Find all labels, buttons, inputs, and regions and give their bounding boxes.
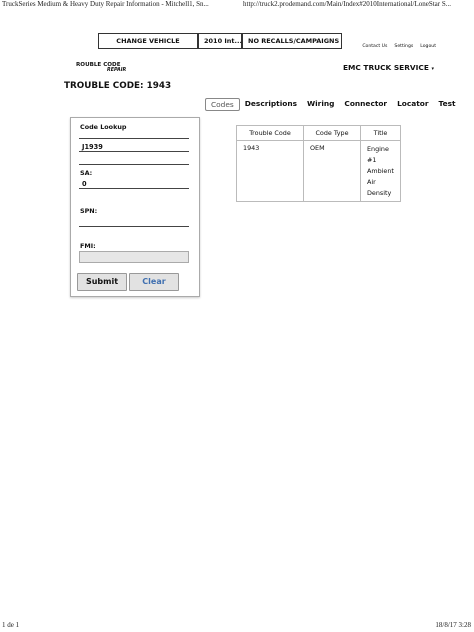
logo-line1: ROUBLE CODE xyxy=(76,62,121,68)
contact-us-link[interactable]: Contact Us xyxy=(362,44,388,49)
code-type-field[interactable]: J1939 xyxy=(79,142,189,152)
page-title: TROUBLE CODE: 1943 xyxy=(64,81,172,91)
tab-wiring[interactable]: Wiring xyxy=(306,99,335,108)
selected-vehicle[interactable]: 2010 Int... xyxy=(198,33,242,49)
tab-locator[interactable]: Locator xyxy=(397,99,429,108)
divider xyxy=(79,164,189,165)
fmi-label: FMI: xyxy=(80,242,96,250)
vehicle-bar xyxy=(98,33,342,49)
tab-bar xyxy=(205,98,461,111)
clear-button[interactable]: Clear xyxy=(129,273,179,291)
sa-label: SA: xyxy=(80,169,93,177)
print-header-url: http://truck2.prodemand.com/Main/Index#2010International/LoneStar S... xyxy=(243,0,452,8)
column-header-code: Trouble Code xyxy=(237,126,304,141)
fmi-field[interactable] xyxy=(79,251,189,263)
print-footer-date: 18/8/17 3:28 xyxy=(435,621,471,629)
cell-code: 1943 xyxy=(237,141,304,202)
logo-line2: REPAIR xyxy=(107,68,127,73)
logo[interactable] xyxy=(76,62,126,73)
cell-title: Engine #1 Ambient Air Density xyxy=(361,141,401,202)
code-lookup-panel xyxy=(70,117,200,297)
print-header-title: TruckSeries Medium & Heavy Duty Repair Information - Mitchell1, Sn... xyxy=(2,0,209,8)
tab-test[interactable]: Test xyxy=(438,99,456,108)
spn-label: SPN: xyxy=(80,207,98,215)
top-links xyxy=(362,44,436,49)
tab-connector[interactable]: Connector xyxy=(344,99,388,108)
sa-field[interactable]: 0 xyxy=(79,179,189,189)
tab-codes[interactable]: Codes xyxy=(205,98,240,111)
submit-button[interactable]: Submit xyxy=(77,273,127,291)
shop-selector[interactable] xyxy=(343,63,434,72)
recalls-button[interactable]: NO RECALLS/CAMPAIGNS xyxy=(242,33,342,49)
logout-link[interactable]: Logout xyxy=(420,44,436,49)
column-header-type: Code Type xyxy=(304,126,361,141)
tab-descriptions[interactable]: Descriptions xyxy=(244,99,297,108)
results-table xyxy=(236,125,401,202)
column-header-title: Title xyxy=(361,126,401,141)
chevron-down-icon: ▾ xyxy=(431,66,434,72)
table-header-row xyxy=(237,126,401,141)
print-footer-page: 1 de 1 xyxy=(2,621,20,629)
settings-link[interactable]: Settings xyxy=(394,44,414,49)
spn-field[interactable] xyxy=(79,217,189,227)
change-vehicle-button[interactable]: CHANGE VEHICLE xyxy=(98,33,198,49)
divider xyxy=(79,138,189,139)
table-row[interactable] xyxy=(237,141,401,202)
code-lookup-title: Code Lookup xyxy=(80,123,127,131)
cell-type: OEM xyxy=(304,141,361,202)
shop-name: EMC TRUCK SERVICE xyxy=(343,63,429,72)
